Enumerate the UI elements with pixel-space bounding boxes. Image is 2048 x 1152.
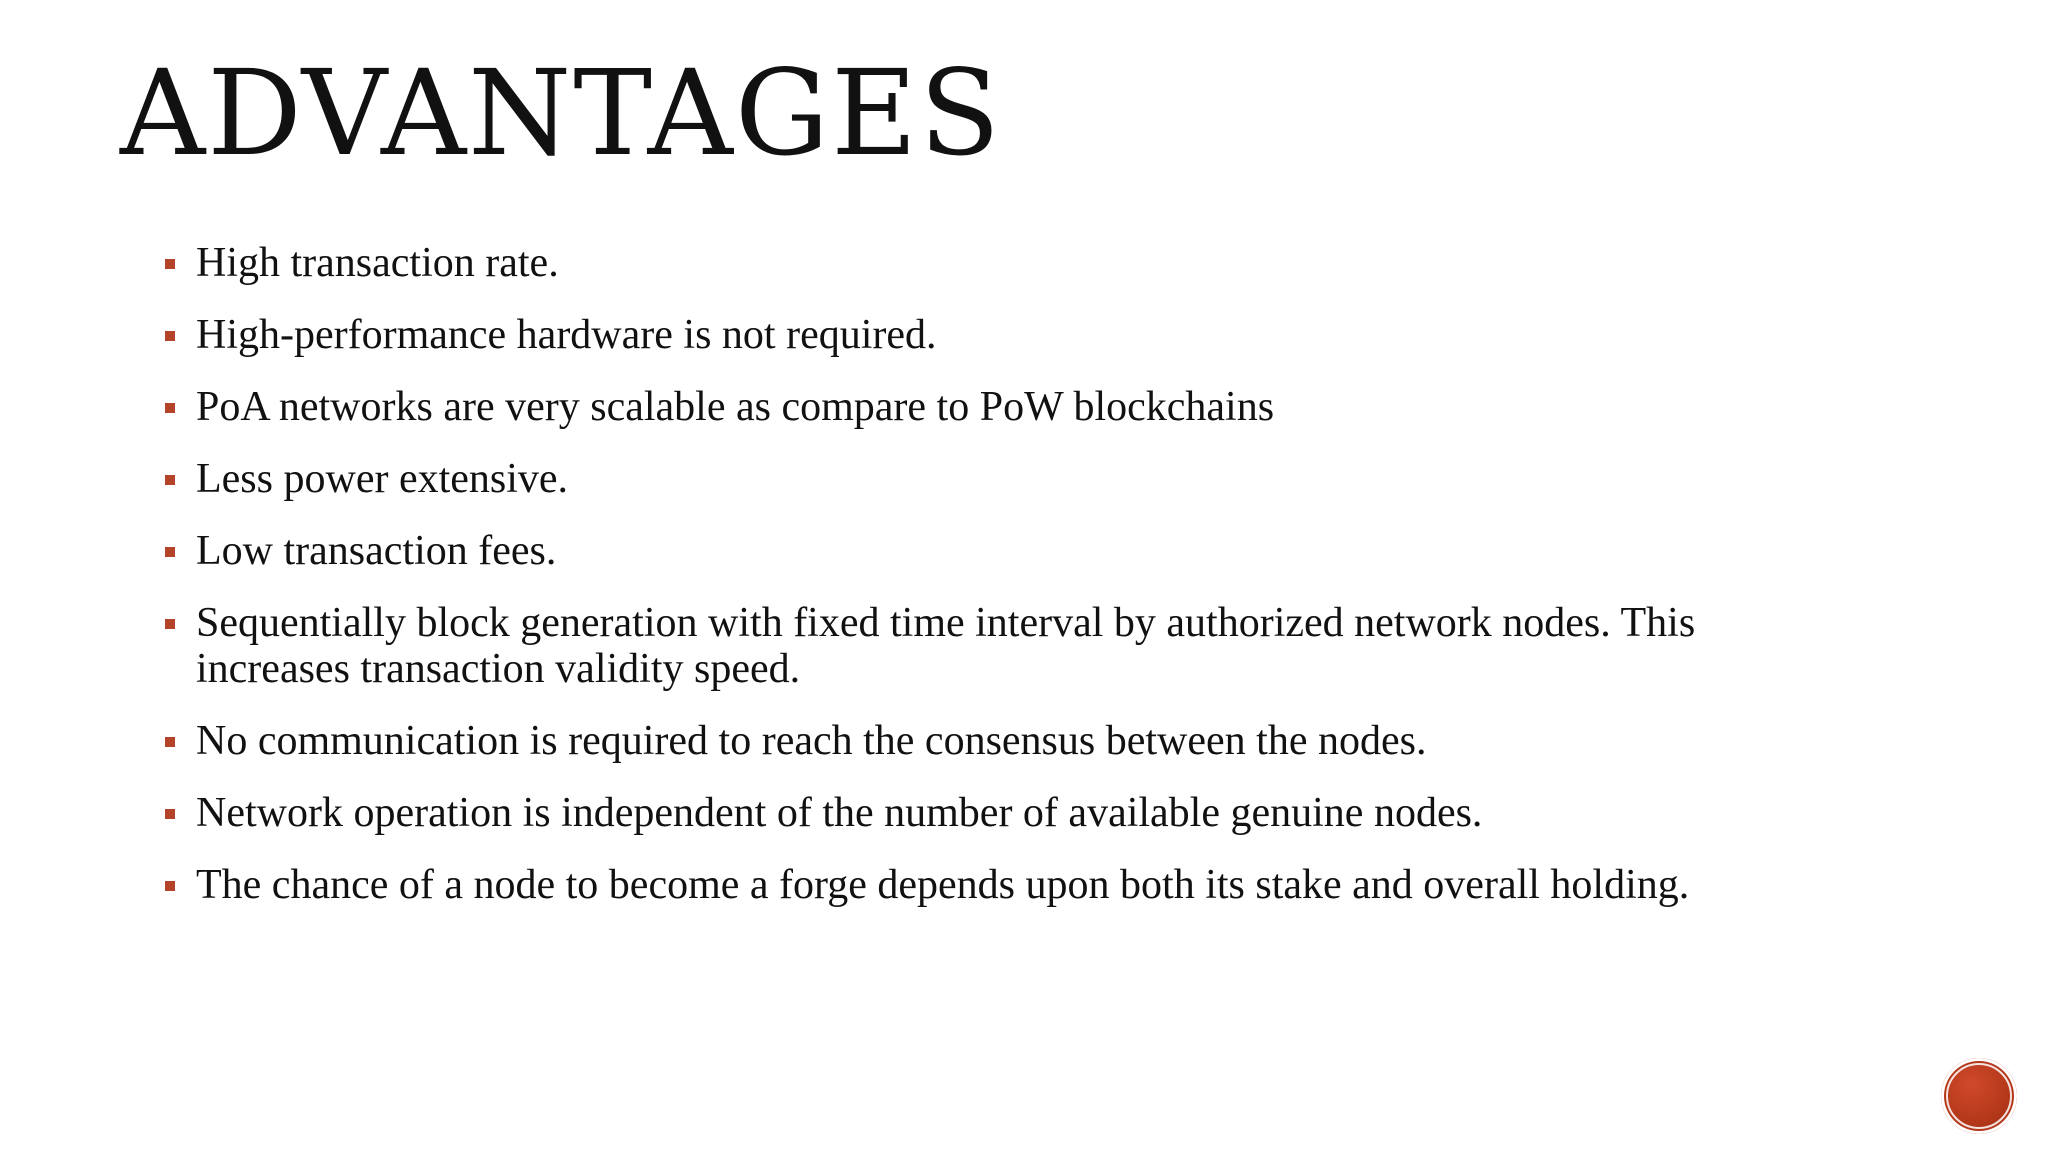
- bullet-item: [163, 862, 1843, 908]
- square-bullet-icon: [165, 403, 175, 413]
- bullet-item: [163, 600, 1843, 692]
- bullet-text: Less power extensive.: [196, 456, 569, 502]
- square-bullet-icon: [165, 737, 175, 747]
- bullet-text: PoA networks are very scalable as compare to PoW blockchains: [196, 384, 1275, 430]
- square-bullet-icon: [165, 259, 175, 269]
- bullet-item: [163, 718, 1843, 764]
- bullet-text: Low transaction fees.: [196, 528, 557, 574]
- bullet-text: Network operation is independent of the number of available genuine nodes.: [196, 790, 1483, 836]
- bullet-item: [163, 790, 1843, 836]
- bullet-item: [163, 312, 1843, 358]
- bullet-text: High transaction rate.: [196, 240, 559, 286]
- bullet-list: [163, 240, 1843, 934]
- bullet-item: [163, 456, 1843, 502]
- slide-title: ADVANTAGES: [120, 44, 1003, 182]
- square-bullet-icon: [165, 809, 175, 819]
- bullet-item: [163, 528, 1843, 574]
- bullet-text: No communication is required to reach the consensus between the nodes.: [196, 718, 1427, 764]
- bullet-text: Sequentially block generation with fixed time interval by authorized network nodes. This increases transaction validity speed.: [196, 600, 1696, 692]
- square-bullet-icon: [165, 547, 175, 557]
- square-bullet-icon: [165, 619, 175, 629]
- bullet-item: [163, 384, 1843, 430]
- bullet-text: The chance of a node to become a forge depends upon both its stake and overall holding.: [196, 862, 1690, 908]
- red-circle-badge-icon: [1941, 1058, 2017, 1134]
- bullet-text: High-performance hardware is not required.: [196, 312, 937, 358]
- square-bullet-icon: [165, 475, 175, 485]
- square-bullet-icon: [165, 881, 175, 891]
- bullet-item: [163, 240, 1843, 286]
- square-bullet-icon: [165, 331, 175, 341]
